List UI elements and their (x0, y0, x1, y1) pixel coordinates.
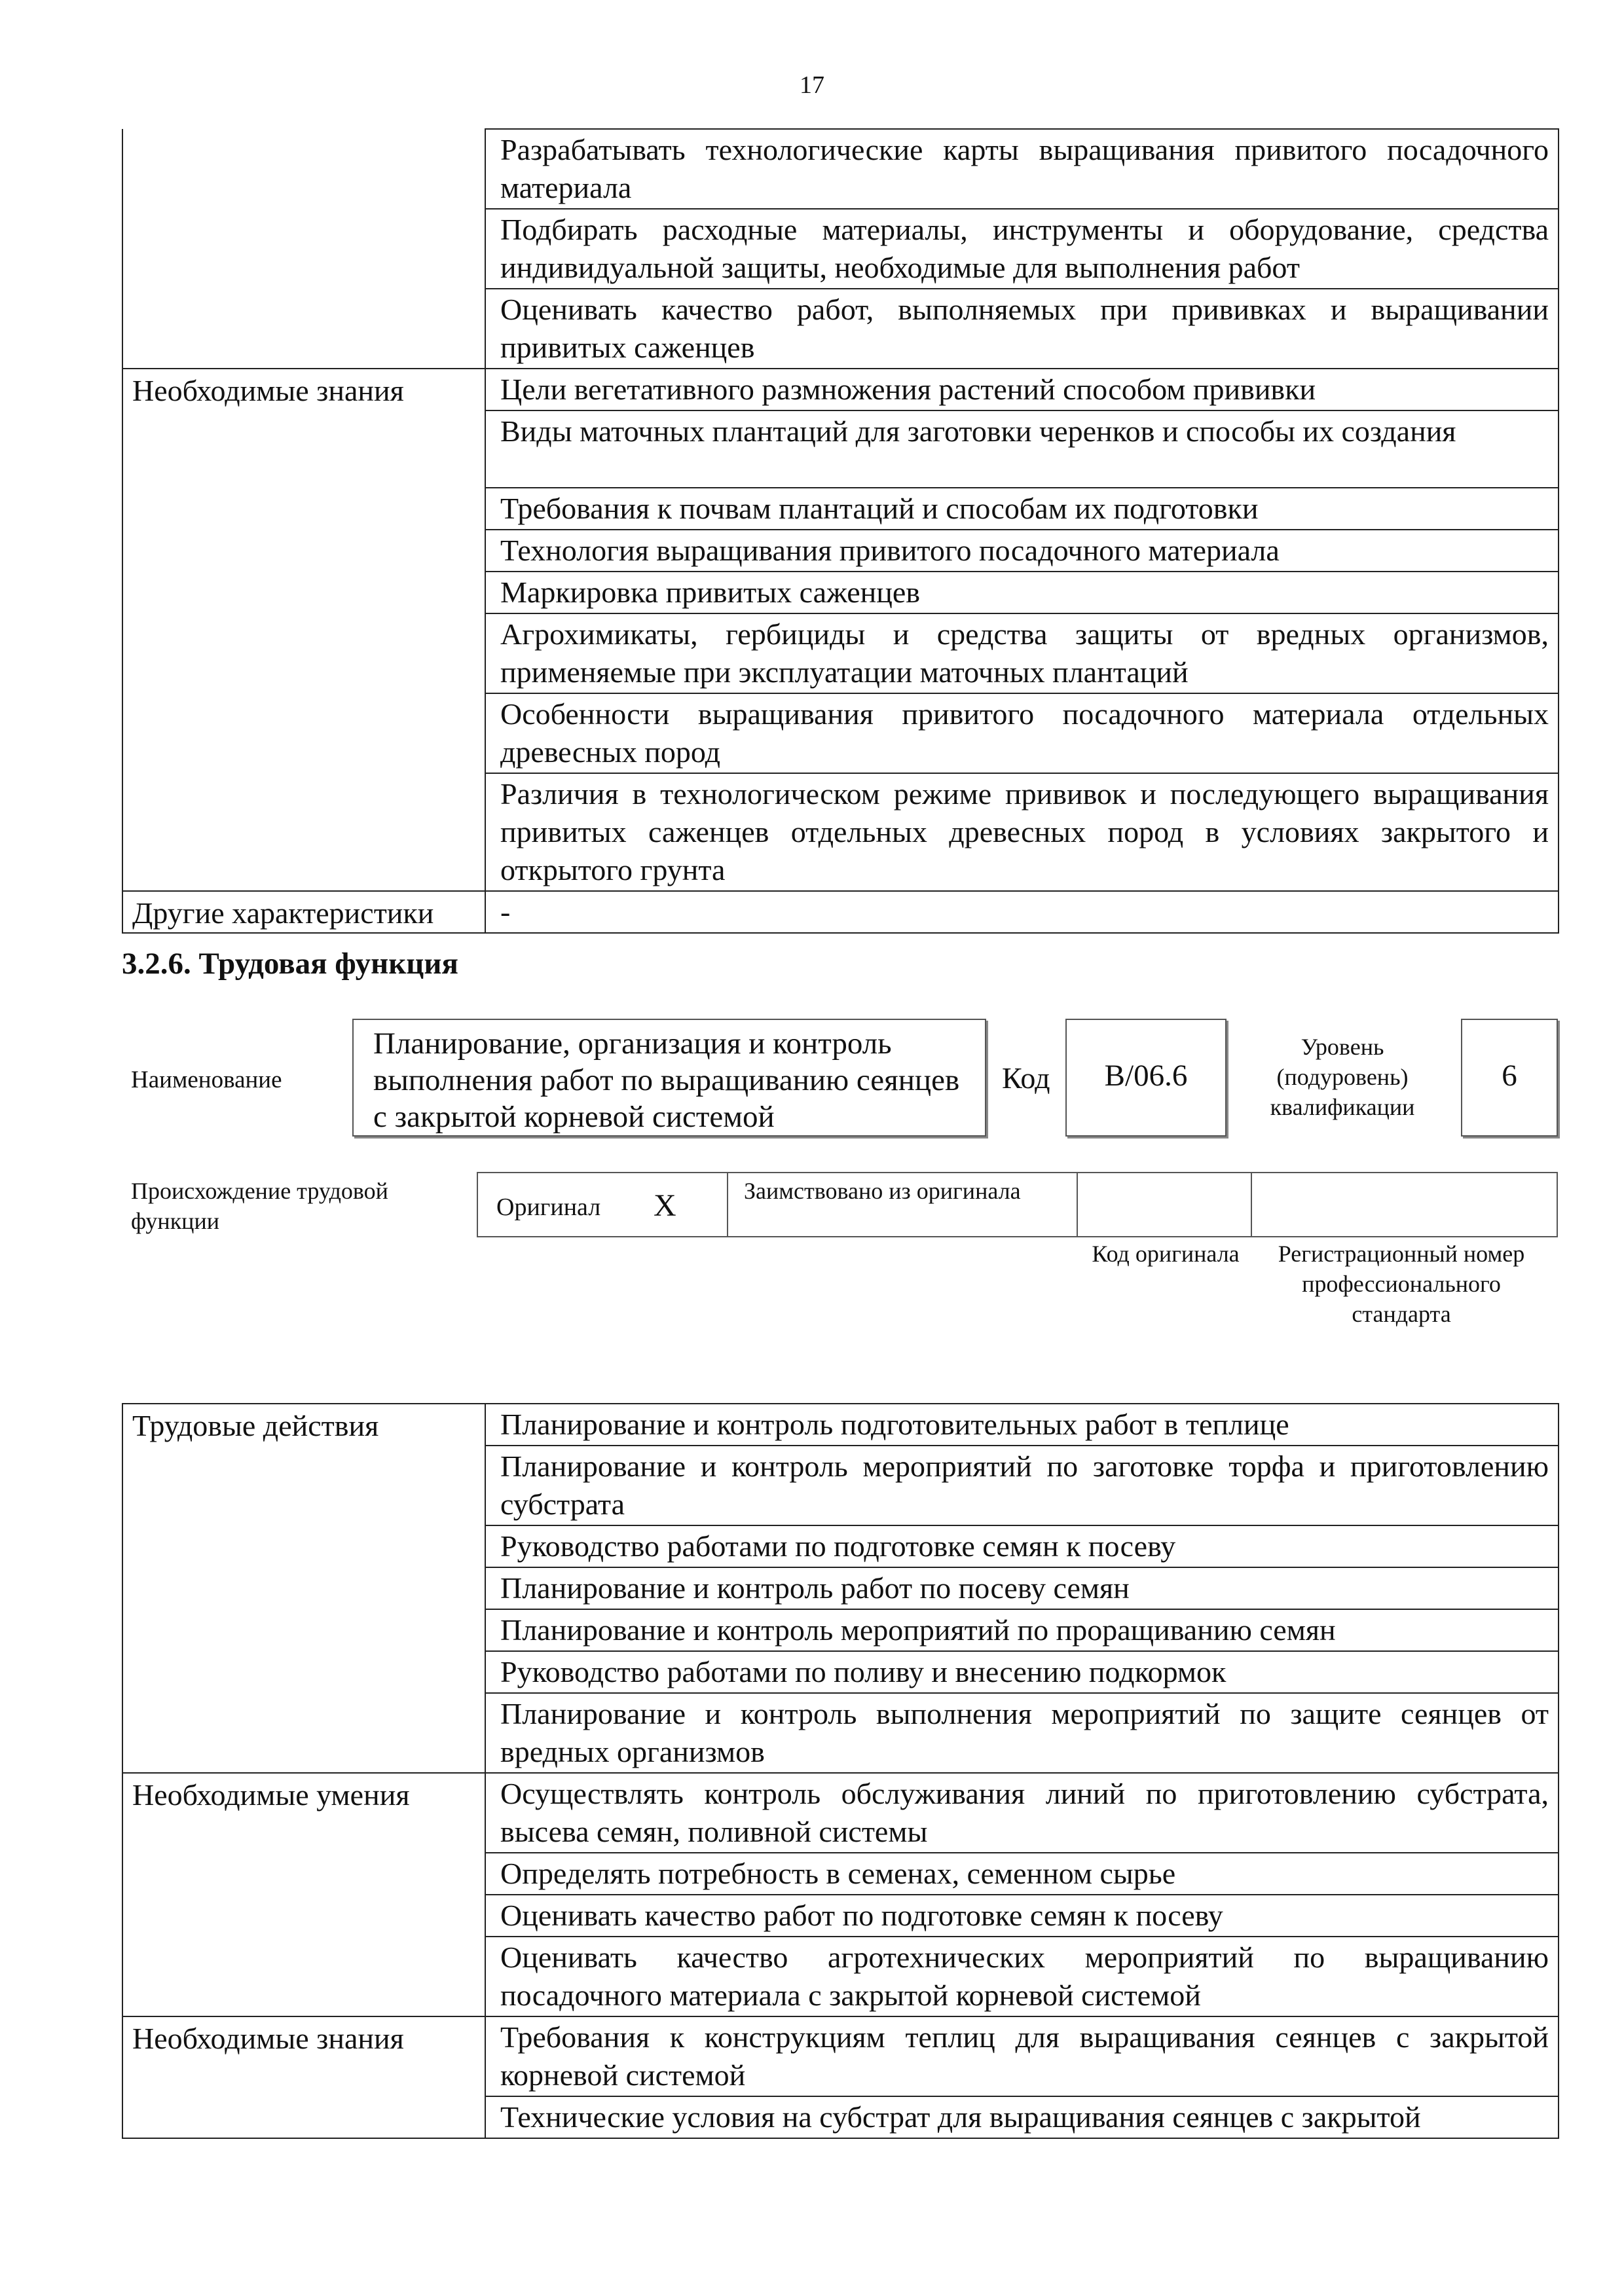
row-label: Трудовые действия (122, 1404, 485, 1773)
row-text: Планирование и контроль мероприятий по проращиванию семян (485, 1609, 1559, 1651)
table-row (122, 1773, 1559, 1853)
level-value: 6 (1502, 1059, 1517, 1093)
row-text: Виды маточных плантаций для заготовки черенков и способы их создания (485, 410, 1559, 488)
original-code-cell (1077, 1172, 1252, 1237)
table-row (122, 2016, 1559, 2096)
function-code-box (1065, 1019, 1227, 1137)
registration-number-cell (1251, 1172, 1558, 1237)
row-text: Определять потребность в семенах, семенном сырье (485, 1853, 1559, 1895)
level-label: Уровень (подуровень) квалификации (1270, 1034, 1415, 1120)
row-text: Цели вегетативного размножения растений способом прививки (485, 369, 1559, 410)
registration-caption: Регистрационный номер профессионального стандарта (1278, 1241, 1525, 1327)
row-text: Различия в технологическом режиме прививок и последующего выращивания привитых саженцев отдельных древесных пород в условиях закрытого и открытого грунта (485, 773, 1559, 891)
row-text: Требования к почвам плантаций и способам их подготовки (485, 488, 1559, 530)
code-label: Код (1002, 1061, 1050, 1095)
row-text: Разрабатывать технологические карты выращивания привитого посадочного материала (485, 129, 1559, 209)
page-number: 17 (800, 71, 824, 99)
row-label: Необходимые знания (122, 2016, 485, 2138)
row-text: Особенности выращивания привитого посадочного материала отдельных древесных пород (485, 693, 1559, 773)
table-row (122, 891, 1559, 933)
function-code-value: B/06.6 (1104, 1059, 1188, 1093)
row-text: Планирование и контроль работ по посеву семян (485, 1567, 1559, 1609)
row-text: Подбирать расходные материалы, инструменты и оборудование, средства индивидуальной защиты, необходимые для выполнения работ (485, 209, 1559, 289)
row-text: Руководство работами по подготовке семян к посеву (485, 1525, 1559, 1567)
original-cell (477, 1172, 728, 1237)
borrowed-cell (727, 1172, 1078, 1237)
row-text: Руководство работами по поливу и внесению подкормок (485, 1651, 1559, 1693)
section-heading: 3.2.6. Трудовая функция (122, 947, 458, 981)
row-text: Осуществлять контроль обслуживания линий по приготовлению субстрата, высева семян, поливной системы (485, 1773, 1559, 1853)
row-text: Оценивать качество работ по подготовке семян к посеву (485, 1895, 1559, 1937)
row-text: Маркировка привитых саженцев (485, 572, 1559, 613)
row-text: Оценивать качество работ, выполняемых при прививках и выращивании привитых саженцев (485, 289, 1559, 369)
row-text: Агрохимикаты, гербициды и средства защиты от вредных организмов, применяемые при эксплуатации маточных плантаций (485, 613, 1559, 693)
table-row (122, 129, 1559, 209)
original-label: Оригинал (496, 1194, 601, 1221)
bottom-requirements-table (122, 1403, 1559, 2139)
row-text: - (485, 891, 1559, 933)
code-caption: Код оригинала (1092, 1241, 1240, 1267)
row-text: Планирование и контроль выполнения мероприятий по защите сеянцев от вредных организмов (485, 1693, 1559, 1773)
name-label: Наименование (131, 1066, 282, 1093)
level-box (1461, 1019, 1558, 1137)
row-text: Оценивать качество агротехнических мероприятий по выращиванию посадочного материала с закрытой корневой системой (485, 1937, 1559, 2016)
function-name-box (352, 1019, 986, 1137)
row-text: Технология выращивания привитого посадочного материала (485, 530, 1559, 572)
origin-label: Происхождение трудовой функции (131, 1178, 388, 1234)
row-label (122, 129, 485, 369)
row-label: Необходимые знания (122, 369, 485, 891)
row-text: Технические условия на субстрат для выращивания сеянцев с закрытой (485, 2096, 1559, 2138)
row-text: Планирование и контроль мероприятий по заготовке торфа и приготовлению субстрата (485, 1446, 1559, 1525)
row-text: Планирование и контроль подготовительных работ в теплице (485, 1404, 1559, 1446)
row-label: Необходимые умения (122, 1773, 485, 2016)
row-text: Требования к конструкциям теплиц для выращивания сеянцев с закрытой корневой системой (485, 2016, 1559, 2096)
borrowed-label: Заимствовано из оригинала (744, 1178, 1021, 1204)
table-row (122, 1404, 1559, 1446)
top-requirements-table (122, 128, 1559, 934)
original-mark: X (654, 1188, 676, 1223)
row-label: Другие характеристики (122, 891, 485, 933)
table-row (122, 369, 1559, 410)
function-name-value: Планирование, организация и контроль выполнения работ по выращиванию сеянцев с закрытой корневой системой (373, 1027, 960, 1134)
